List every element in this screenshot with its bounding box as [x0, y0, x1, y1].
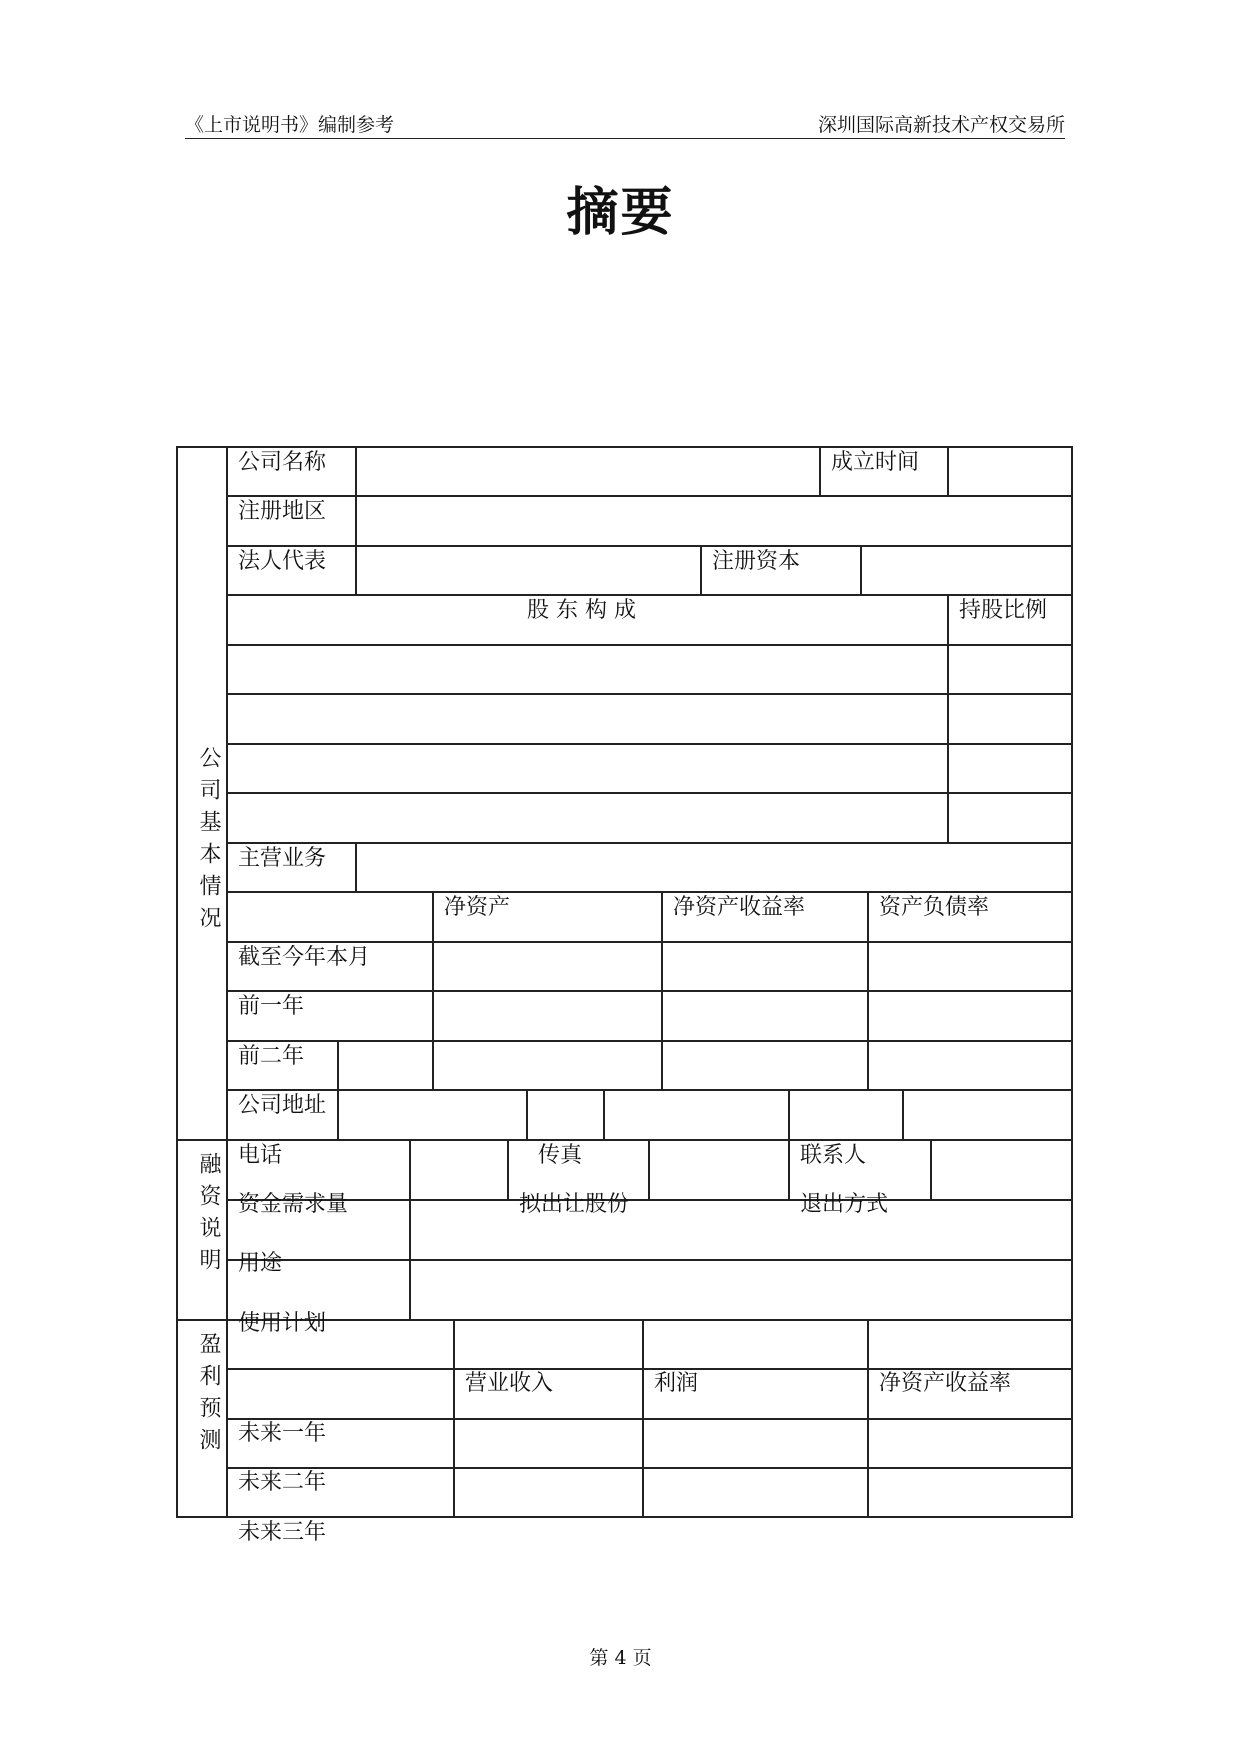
- row-label-prev-year: 前一年: [238, 994, 305, 1019]
- table-rule-horizontal: [226, 1199, 1072, 1201]
- table-rule-vertical: [788, 1089, 790, 1139]
- table-rule-vertical: [902, 1089, 904, 1139]
- table-rule-vertical: [867, 1319, 869, 1517]
- page-header: [185, 110, 1065, 139]
- table-rule-vertical: [337, 1089, 339, 1139]
- table-rule-vertical: [867, 891, 869, 1089]
- table-rule-vertical: [700, 545, 702, 594]
- shares-offered-label: 拟出让股份: [519, 1192, 630, 1217]
- table-rule-vertical: [1071, 446, 1073, 1518]
- forecast-roe-header: 净资产收益率: [879, 1371, 1012, 1396]
- table-rule-vertical: [947, 446, 949, 495]
- table-rule-vertical: [355, 545, 357, 594]
- table-rule-vertical: [226, 446, 228, 1518]
- main-business-label: 主营业务: [238, 846, 327, 871]
- table-rule-horizontal: [226, 495, 1072, 497]
- table-rule-horizontal: [226, 842, 1072, 844]
- table-rule-horizontal: [176, 1516, 1072, 1518]
- capital-demand-label: 资金需求量: [238, 1192, 349, 1217]
- table-rule-vertical: [603, 1089, 605, 1139]
- exit-method-label: 退出方式: [800, 1192, 889, 1217]
- header-right: 深圳国际高新技术产权交易所: [817, 114, 1065, 136]
- table-rule-vertical: [860, 545, 862, 594]
- section-basic-info: 公司基本情况: [196, 746, 221, 938]
- row-label-next-two-years: 未来二年: [238, 1470, 327, 1495]
- table-rule-vertical: [355, 495, 357, 545]
- table-rule-vertical: [337, 1040, 339, 1089]
- table-rule-vertical: [409, 1139, 411, 1199]
- registered-area-label: 注册地区: [238, 499, 327, 524]
- founded-time-label: 成立时间: [831, 450, 920, 475]
- table-rule-horizontal: [226, 792, 1072, 794]
- table-rule-vertical: [453, 1319, 455, 1517]
- registered-capital-label: 注册资本: [712, 549, 801, 574]
- table-rule-vertical: [930, 1139, 932, 1199]
- row-label-current: 截至今年本月: [238, 945, 371, 970]
- table-rule-vertical: [648, 1139, 650, 1199]
- address-label: 公司地址: [238, 1093, 327, 1118]
- net-assets-header: 净资产: [444, 895, 511, 920]
- shareholders-header: 股 东 构 成: [527, 598, 636, 623]
- page-number: 第 4 页: [589, 1647, 652, 1669]
- table-rule-vertical: [432, 891, 434, 1089]
- profit-header: 利润: [654, 1371, 699, 1396]
- table-rule-vertical: [788, 1139, 790, 1199]
- table-rule-vertical: [507, 1139, 509, 1199]
- section-financing: 融资说明: [196, 1152, 221, 1280]
- page-title: 摘要: [566, 182, 675, 243]
- phone-label: 电话: [238, 1143, 283, 1168]
- table-rule-vertical: [642, 1319, 644, 1517]
- table-rule-vertical: [409, 1199, 411, 1319]
- table-rule-horizontal: [226, 1368, 1072, 1370]
- table-rule-horizontal: [226, 693, 1072, 695]
- roe-header: 净资产收益率: [673, 895, 806, 920]
- table-rule-vertical: [819, 446, 821, 495]
- section-forecast: 盈利预测: [196, 1332, 221, 1460]
- company-name-label: 公司名称: [238, 450, 327, 475]
- fax-label: 传真: [538, 1143, 583, 1168]
- header-left: 《上市说明书》编制参考: [185, 114, 395, 136]
- table-rule-horizontal: [176, 446, 1072, 448]
- contact-label: 联系人: [800, 1143, 867, 1168]
- table-rule-horizontal: [226, 1040, 1072, 1042]
- use-label: 用途: [238, 1251, 283, 1276]
- row-label-next-year: 未来一年: [238, 1421, 327, 1446]
- table-rule-horizontal: [226, 990, 1072, 992]
- row-label-next-three-years: 未来三年: [238, 1520, 327, 1545]
- table-rule-vertical: [355, 446, 357, 495]
- table-rule-vertical: [355, 842, 357, 891]
- table-rule-horizontal: [226, 941, 1072, 943]
- summary-form: [176, 446, 1072, 1567]
- legal-rep-label: 法人代表: [238, 549, 327, 574]
- debt-ratio-header: 资产负债率: [879, 895, 990, 920]
- table-rule-vertical: [526, 1089, 528, 1139]
- usage-plan-label: 使用计划: [238, 1311, 327, 1336]
- table-rule-vertical: [947, 594, 949, 842]
- table-rule-horizontal: [226, 545, 1072, 547]
- table-rule-horizontal: [226, 1259, 1072, 1261]
- revenue-header: 营业收入: [465, 1371, 554, 1396]
- table-rule-horizontal: [176, 1139, 1072, 1141]
- table-rule-horizontal: [226, 644, 1072, 646]
- table-rule-horizontal: [226, 743, 1072, 745]
- table-rule-horizontal: [226, 1467, 1072, 1469]
- table-rule-horizontal: [226, 594, 1072, 596]
- table-rule-horizontal: [226, 1089, 1072, 1091]
- share-ratio-header: 持股比例: [959, 598, 1048, 623]
- row-label-prev-two-years: 前二年: [238, 1044, 305, 1069]
- table-rule-horizontal: [226, 1418, 1072, 1420]
- table-rule-vertical: [661, 891, 663, 1089]
- table-rule-horizontal: [226, 891, 1072, 893]
